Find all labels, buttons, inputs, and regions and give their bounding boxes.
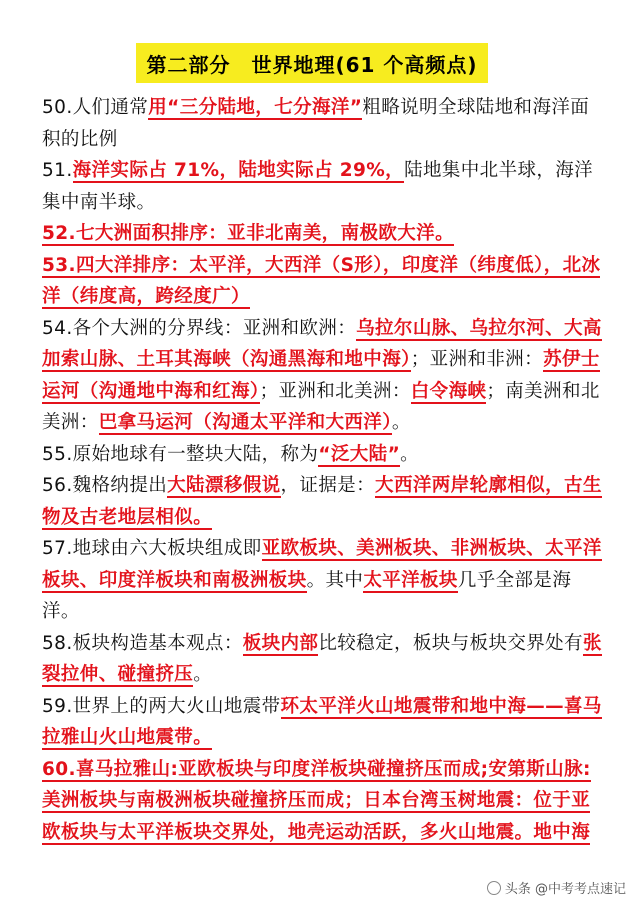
knowledge-points (42, 92, 604, 848)
point-text: 59.世界上的两大火山地震带 (42, 695, 281, 717)
point-59 (42, 691, 604, 754)
key-phrase: 52.七大洲面积排序：亚非北南美，南极欧大洋。 (42, 223, 454, 244)
key-phrase: 大陆漂移假说 (167, 475, 281, 496)
point-text: 55.原始地球有一整块大陆，称为 (42, 443, 319, 465)
key-phrase: 白令海峡 (410, 380, 487, 402)
page-title: 第二部分 世界地理(61 个高频点) (136, 43, 488, 83)
point-text: 54.各个大洲的分界线：亚洲和欧洲： (42, 317, 357, 339)
point-text: 58.板块构造基本观点： (42, 632, 243, 654)
key-phrase: 海洋实际占 71%，陆地实际占 29%， (72, 160, 405, 181)
point-text: 。 (391, 412, 411, 433)
key-phrase: 大西洋两岸轮廓相似，古生物及古老地层相似。 (42, 475, 602, 528)
point-text: 比较稳定，板块与板块交界处有 (318, 632, 583, 654)
point-text: 。 (400, 443, 420, 465)
point-text: 56.魏格纳提出 (42, 475, 168, 496)
key-phrase: 用“三分陆地，七分海洋” (148, 97, 363, 118)
point-58 (42, 628, 604, 691)
point-text: 。其中 (306, 569, 364, 591)
key-phrase: 太平洋板块 (363, 569, 458, 591)
key-phrase: “泛大陆” (318, 443, 401, 465)
point-54 (42, 313, 604, 439)
key-phrase: 张裂拉伸、碰撞挤压 (42, 632, 602, 685)
point-text: 57.地球由六大板块组成即 (42, 538, 262, 559)
key-phrase: 60.喜马拉雅山:亚欧板块与印度洋板块碰撞挤压而成;安第斯山脉:美洲板块与南极洲板块碰撞挤压而成；日本台湾玉树地震：位于亚欧板块与太平洋板块交界处，地壳运动活跃，多火山地震。地中海 (42, 758, 591, 843)
key-phrase: 53.四大洋排序：太平洋，大西洋（S形），印度洋（纬度低），北冰洋（纬度高，跨经度广） (42, 254, 601, 307)
point-text: 几乎全部是海洋。 (42, 569, 572, 622)
account-logo-icon (487, 881, 501, 895)
point-text: 。 (193, 664, 213, 685)
point-50 (42, 92, 604, 155)
point-text: ；南美洲和北美洲： (42, 380, 600, 433)
key-phrase: 环太平洋火山地震带和地中海——喜马拉雅山火山地震带。 (42, 695, 602, 748)
point-text: 50.人们通常 (42, 97, 149, 118)
point-57 (42, 533, 604, 628)
key-phrase: 板块内部 (242, 632, 319, 654)
key-phrase: 苏伊士运河（沟通地中海和红海） (42, 349, 600, 402)
point-52 (42, 218, 604, 250)
point-text: 51. (42, 160, 73, 181)
point-51 (42, 155, 604, 218)
key-phrase: 巴拿马运河（沟通太平洋和大西洋） (98, 412, 392, 433)
key-phrase: 亚欧板块、美洲板块、非洲板块、太平洋板块、印度洋板块和南极洲板块 (42, 538, 602, 591)
watermark-text: 头条 @中考考点速记 (504, 882, 626, 897)
point-56 (42, 470, 604, 533)
point-text: ；亚洲和北美洲： (259, 380, 411, 402)
point-55 (42, 439, 604, 471)
point-53 (42, 250, 604, 313)
point-text: 粗略说明全球陆地和海洋面积的比例 (42, 97, 590, 150)
watermark (487, 878, 626, 897)
point-text: ；亚洲和非洲： (410, 349, 544, 370)
point-text: 陆地集中北半球，海洋集中南半球。 (42, 160, 594, 213)
point-60 (42, 754, 604, 849)
key-phrase: 乌拉尔山脉、乌拉尔河、大高加索山脉、土耳其海峡（沟通黑海和地中海） (42, 317, 602, 370)
point-text: ，证据是： (280, 475, 376, 496)
